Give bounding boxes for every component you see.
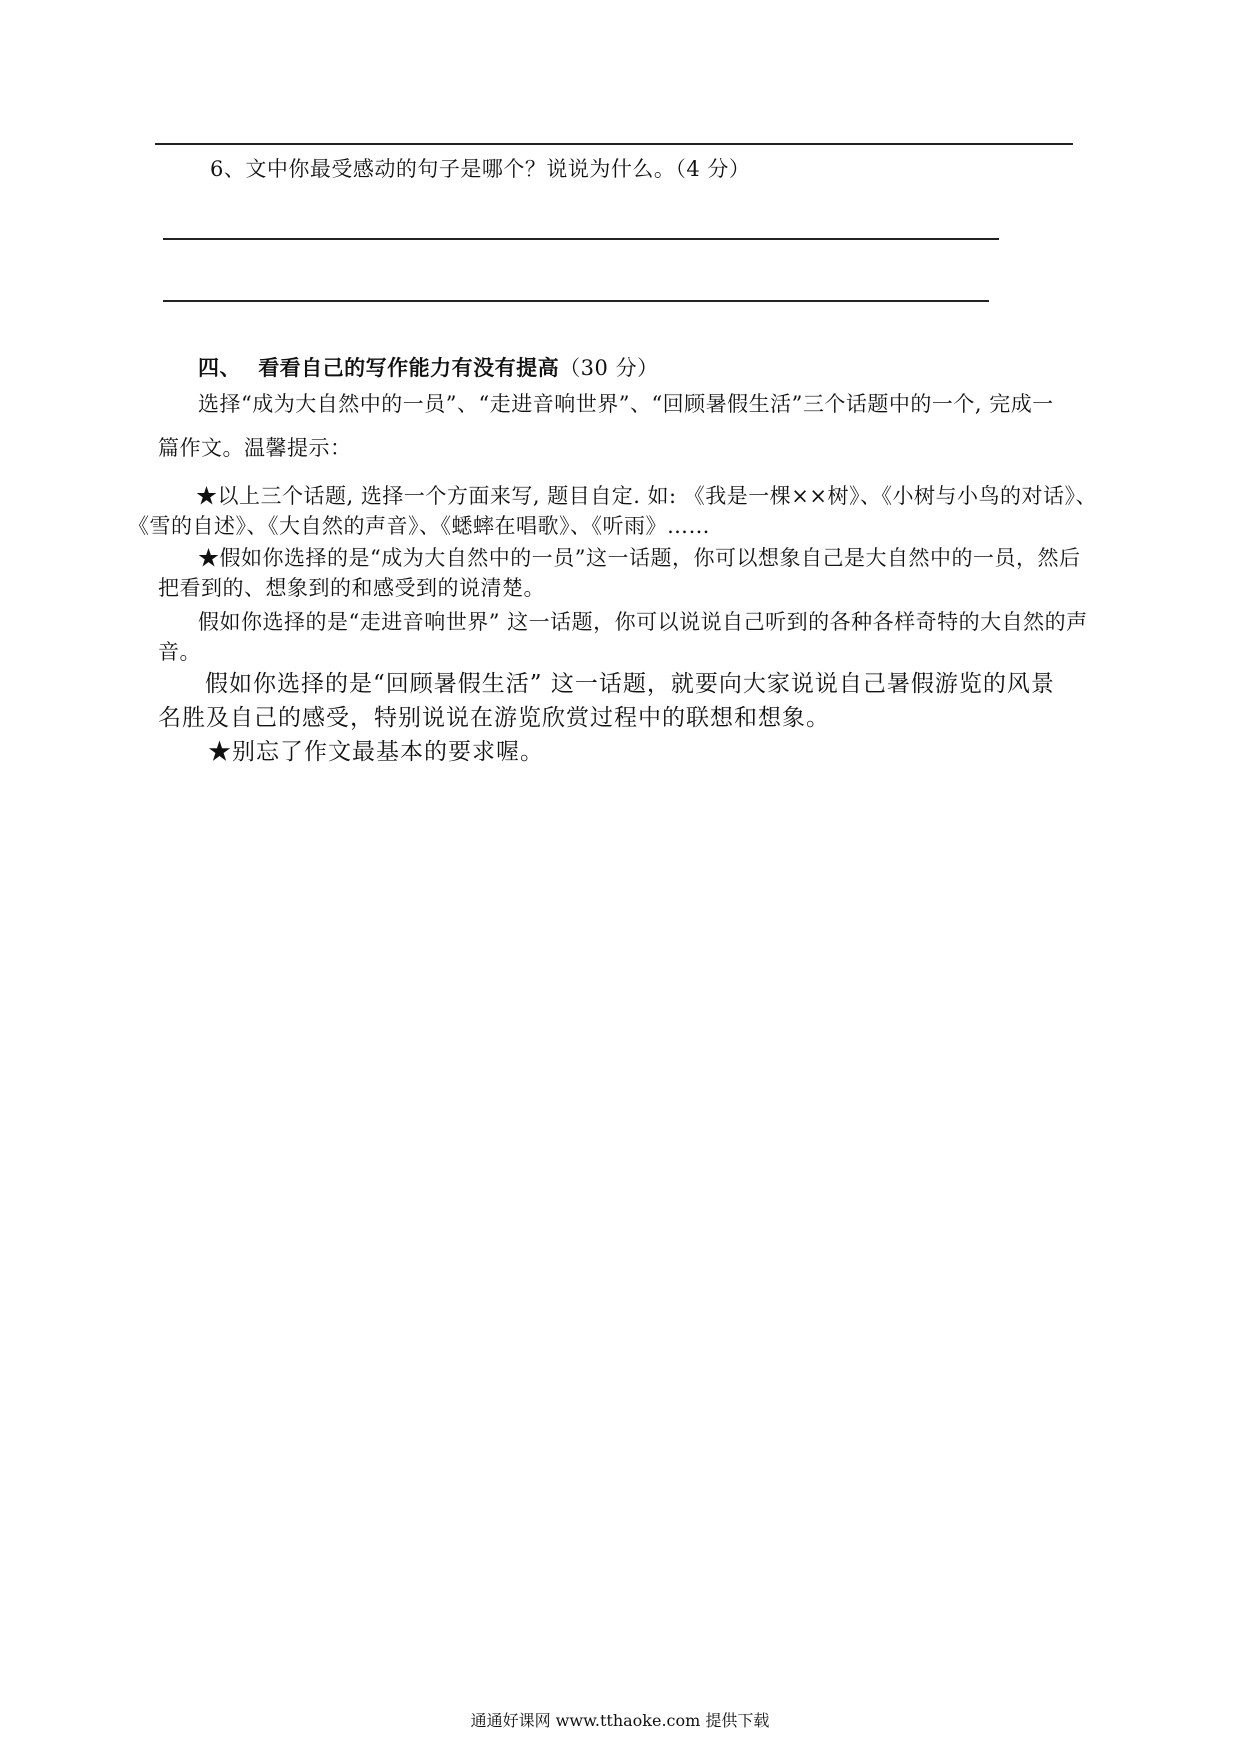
tip-4-line-1: 假如你选择的是“回顾暑假生活” 这一话题，就要向大家说说自己暑假游览的风景 — [205, 671, 1055, 697]
answer-line-2 — [163, 300, 989, 302]
section-4-prefix: 四、 — [198, 355, 241, 380]
answer-line-1 — [163, 238, 999, 240]
section-4-points: （30 分） — [559, 356, 659, 380]
tip-2-line-2: 把看到的、想象到的和感受到的说清楚。 — [158, 576, 545, 600]
tip-3-line-2: 音。 — [158, 640, 201, 664]
intro-line-1: 选择“成为大自然中的一员”、“走进音响世界”、“回顾暑假生活”三个话题中的一个, 完成一 — [198, 392, 1054, 416]
tip-1-line-1: ★以上三个话题, 选择一个方面来写, 题目自定. 如: 《我是一棵××树》、《小树与小鸟的对话》、 — [196, 484, 1097, 508]
tip-2-line-1: ★假如你选择的是“成为大自然中的一员”这一话题，你可以想象自己是大自然中的一员，然后 — [198, 546, 1081, 570]
section-4-title: 看看自己的写作能力有没有提高 — [258, 355, 560, 380]
intro-line-2: 篇作文。温馨提示： — [158, 436, 352, 460]
tip-3-line-1: 假如你选择的是“走进音响世界” 这一话题，你可以说说自己听到的各种各样奇特的大自然的声 — [198, 610, 1088, 634]
tip-1-line-2: 《雪的自述》、《大自然的声音》、《蟋蟀在唱歌》、《听雨》…… — [128, 514, 710, 538]
footer-credit: 通通好课网 www.tthaoke.com 提供下载 — [470, 1711, 770, 1730]
tip-4-line-2: 名胜及自己的感受，特别说说在游览欣赏过程中的联想和想象。 — [158, 705, 830, 731]
question-6: 6、文中你最受感动的句子是哪个？说说为什么。（4 分） — [210, 157, 751, 181]
answer-line-top — [155, 143, 1073, 145]
tip-5: ★别忘了作文最基本的要求喔。 — [208, 739, 544, 765]
section-4-heading — [198, 354, 659, 382]
